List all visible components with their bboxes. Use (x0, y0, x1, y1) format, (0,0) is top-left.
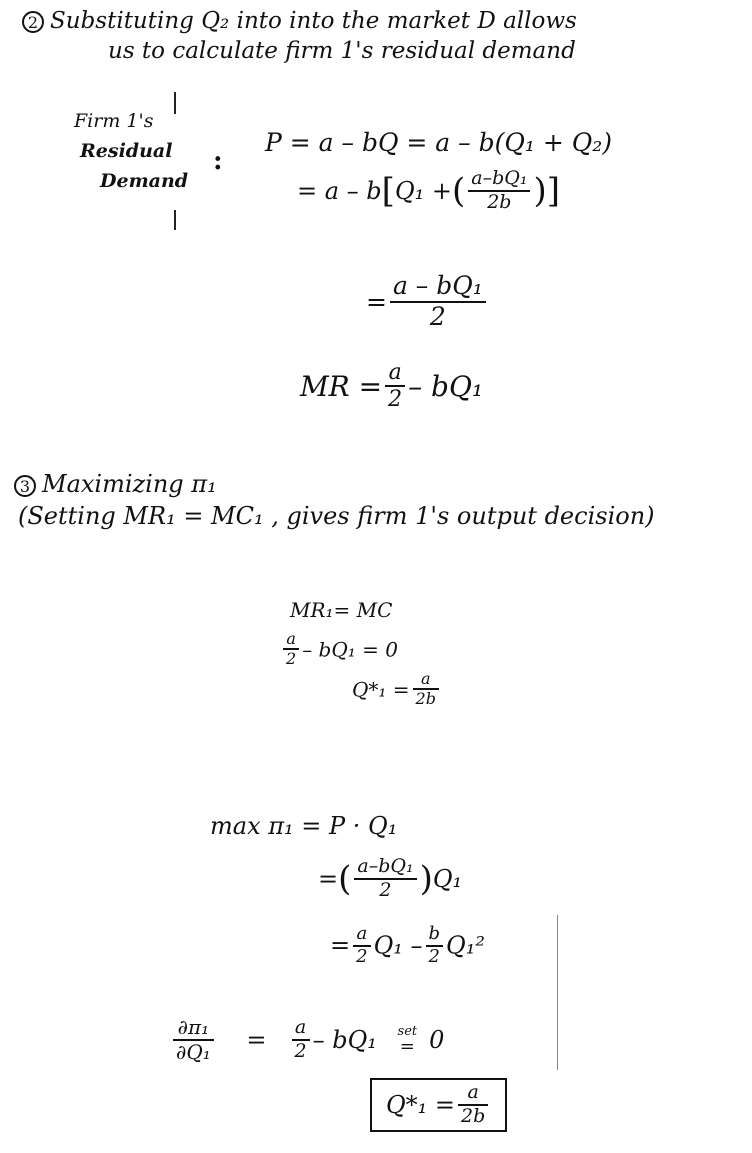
mp-l3-end: Q₁² (446, 931, 485, 960)
mp-l3-a-numerator: a (353, 924, 370, 947)
mp-l3-mid: Q₁ – (373, 931, 423, 960)
solve-l3-numerator: a (413, 670, 439, 690)
mr-equation (300, 360, 483, 413)
mp-l2-fraction (354, 856, 416, 902)
set-equals-icon: = (399, 1036, 415, 1058)
maxprofit-line-1: max π₁ = P · Q₁ (210, 812, 398, 840)
step-2-line-2: us to calculate firm 1's residual demand (108, 38, 576, 64)
derivative-rest: – bQ₁ (312, 1026, 377, 1054)
eq3-fraction (390, 272, 486, 332)
derivative-numerator: ∂π₁ (173, 1016, 214, 1041)
eq2-q1: Q₁ + (394, 176, 452, 205)
eq2-fraction-denominator: 2b (487, 190, 512, 213)
maxprofit-line-2 (318, 856, 462, 902)
step-3-text-1: Maximizing π₁ (42, 470, 217, 498)
mp-l3-a-denominator: 2 (356, 945, 368, 967)
derivative-a-fraction (292, 1017, 310, 1063)
right-paren-icon: ) (533, 170, 547, 211)
step-2-text-1: Substituting Q₂ into into the market D allows (50, 8, 577, 34)
derivative-denominator: ∂Q₁ (176, 1040, 211, 1064)
left-bracket-icon: [ (381, 170, 395, 211)
eq2-fraction (468, 168, 530, 214)
derivative-set-label: set (397, 1024, 418, 1040)
mp-l2-equals: = (318, 864, 339, 893)
eq2-fraction-numerator: a–bQ₁ (468, 168, 530, 192)
right-bracket-icon: ] (546, 170, 560, 211)
mp-l3-equals: = (330, 931, 351, 960)
mp-l2-numerator: a–bQ₁ (354, 856, 416, 880)
mp-l2-left-paren-icon: ( (338, 858, 352, 899)
derivative-a-numerator: a (292, 1017, 310, 1041)
label-tick-top (174, 92, 176, 114)
mr-rest: – bQ₁ (408, 369, 484, 403)
derivative-a-denominator: 2 (294, 1040, 307, 1062)
solve-l2-denominator: 2 (286, 649, 297, 669)
mr-numerator: a (385, 360, 405, 387)
solve-l3-denominator: 2b (415, 689, 436, 709)
derivative-zero: 0 (429, 1026, 445, 1054)
final-numerator: a (458, 1082, 488, 1106)
final-fraction (458, 1082, 488, 1128)
derivative-equals: = (246, 1026, 267, 1054)
eq3-denominator: 2 (429, 301, 446, 331)
solve-l3-fraction (413, 670, 439, 709)
mr-lhs: MR = (300, 369, 383, 403)
solve-l2-rest: – bQ₁ = 0 (302, 637, 398, 662)
derivative-line (170, 1016, 444, 1064)
derivative-fraction (173, 1016, 214, 1064)
solve-l2-numerator: a (283, 630, 299, 650)
eq3-equals: = (366, 287, 387, 317)
final-answer-box (370, 1078, 507, 1132)
solve-line-3 (352, 670, 442, 709)
mp-l3-b-denominator: 2 (428, 945, 440, 967)
step-3-number: 3 (14, 475, 36, 497)
step-3-line-1 (14, 470, 217, 498)
solve-line-2 (280, 630, 398, 669)
final-denominator: 2b (461, 1104, 486, 1127)
step-2-line-1 (22, 8, 577, 34)
residual-eq-2 (297, 168, 560, 214)
label-tick-bottom (174, 210, 176, 230)
derivative-set-equals (395, 1024, 421, 1058)
eq3-numerator: a – bQ₁ (390, 272, 486, 303)
mp-l3-fraction-a (353, 924, 370, 967)
mr-denominator: 2 (388, 387, 403, 413)
residual-eq-3 (366, 272, 489, 332)
solve-l3-lhs: Q*₁ = (352, 677, 410, 702)
solve-l2-fraction (283, 630, 299, 669)
mp-l3-fraction-b (426, 924, 444, 967)
mp-l2-denominator: 2 (379, 878, 392, 901)
mp-l2-rest: Q₁ (432, 864, 463, 893)
residual-label-line-3: Demand (100, 170, 189, 192)
residual-label-line-2: Residual (80, 140, 173, 162)
mr-fraction (385, 360, 405, 413)
residual-label-line-1: Firm 1's (74, 110, 154, 132)
margin-line (557, 915, 558, 1070)
final-lhs: Q*₁ = (386, 1090, 456, 1119)
eq2-prefix: = a – b (297, 176, 382, 205)
solve-line-1: MR₁= MC (290, 598, 393, 622)
mp-l3-b-numerator: b (426, 924, 444, 947)
maxprofit-line-3 (330, 924, 485, 967)
left-paren-icon: ( (451, 170, 466, 211)
mp-l2-right-paren-icon: ) (419, 858, 433, 899)
residual-eq-1: P = a – bQ = a – b(Q₁ + Q₂) (265, 128, 612, 157)
step-3-line-2: (Setting MR₁ = MC₁ , gives firm 1's output decision) (18, 502, 655, 530)
residual-colon: : (213, 146, 223, 176)
step-2-number: 2 (22, 11, 44, 33)
